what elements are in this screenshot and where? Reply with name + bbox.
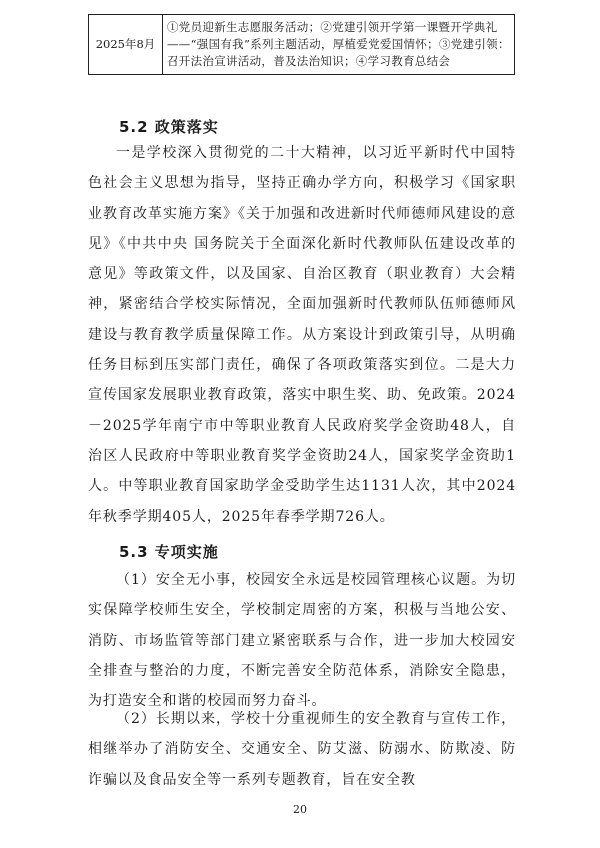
- section-heading-5-2: 5.2 政策落实: [119, 118, 219, 136]
- table-cell-content: ①党员迎新生志愿服务活动；②党建引领开学第一课暨开学典礼——“强国有我”系列主题活动，厚植爱党爱国情怀；③党建引领：召开法治宣讲活动，普及法治知识；④学习教育总结会: [163, 15, 515, 75]
- activity-table: [88, 14, 515, 75]
- page-number: 20: [293, 803, 307, 816]
- safety-paragraph-1: （1）安全无小事，校园安全永远是校园管理核心议题。为切实保障学校师生安全，学校制定周密的方案，积极与当地公安、消防、市场监管等部门建立紧密联系与合作，进一步加大校园安全排查与整治的力度，不断完善安全防范体系，消除安全隐患，为打造安全和谐的校园而努力奋斗。: [88, 572, 516, 710]
- table-cell-date: 2025年8月: [89, 15, 163, 75]
- table-row: [89, 15, 515, 75]
- section-heading-5-3: 5.3 专项实施: [119, 543, 219, 561]
- activity-table-fragment: [88, 14, 515, 75]
- safety-paragraph-2: （2）长期以来，学校十分重视师生的安全教育与宣传工作，相继举办了消防安全、交通安全、防艾滋、防溺水、防欺凌、防诈骗以及食品安全等一系列专题教育，旨在安全教: [88, 711, 516, 788]
- policy-paragraph: 一是学校深入贯彻党的二十大精神，以习近平新时代中国特色社会主义思想为指导，坚持正确办学方向，积极学习《国家职业教育改革实施方案》《关于加强和改进新时代师德师风建设的意见》《中共中央 国务院关于全面深化新时代教师队伍建设改革的意见》等政策文件，以及国家、自治区教育（职业教育）大会精神，紧密结合学校实际情况，全面加强新时代教师队伍师德师风建设与教育教学质量保障工作。从方案设计到政策引导，从明确任务目标到压实部门责任，确保了各项政策落实到位。二是大力宣传国家发展职业教育政策，落实中职生奖、助、免政策。2024－2025学年南宁市中等职业教育人民政府奖学金资助48人，自治区人民政府中等职业教育奖学金资助24人，国家奖学金资助1人。中等职业教育国家助学金受助学生达1131人次，其中2024年秋季学期405人，2025年春季学期726人。: [88, 145, 516, 525]
